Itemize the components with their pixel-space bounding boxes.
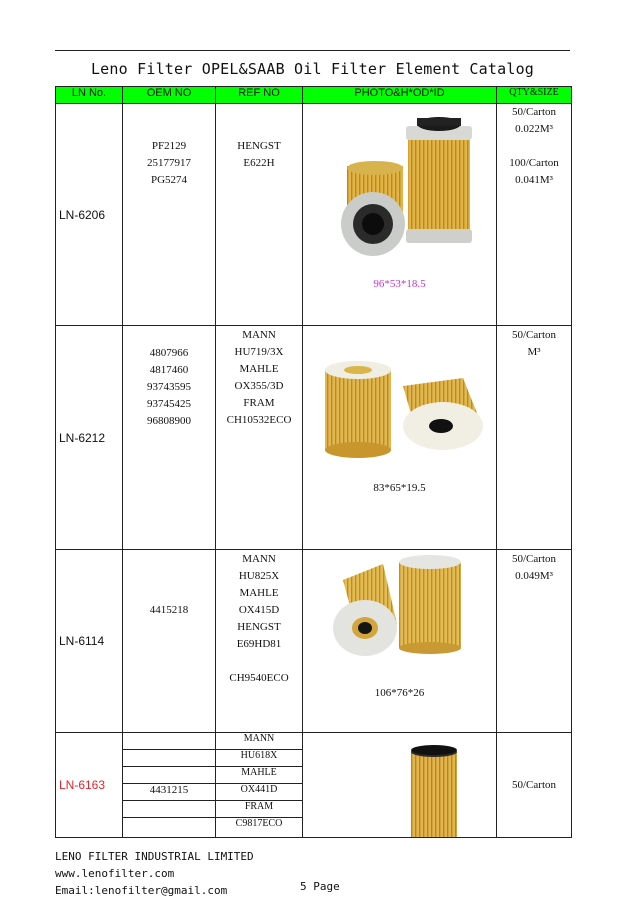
oem-cell — [123, 104, 216, 326]
filter-photo — [303, 554, 497, 664]
ref-brand: MAHLE — [216, 767, 302, 784]
table-row — [56, 550, 572, 733]
table-row — [56, 104, 572, 326]
qty-line: 0.049M³ — [515, 570, 553, 582]
ref-number: HU618X — [216, 750, 302, 767]
oem-number — [123, 733, 215, 750]
ln-code: LN-6163 — [56, 733, 123, 838]
ref-cell — [216, 733, 303, 838]
oem-number: 93743595 — [147, 381, 191, 393]
catalog-title: Leno Filter OPEL&SAAB Oil Filter Element Catalog — [90, 60, 535, 78]
header-ln: LN No. — [56, 87, 123, 104]
header-oem: OEM NO — [123, 87, 216, 104]
oem-cell — [123, 326, 216, 550]
ref-number — [216, 653, 302, 670]
catalog-table — [55, 86, 572, 838]
oem-subtable — [123, 733, 215, 834]
qty-cell — [497, 104, 572, 326]
email: Email:lenofilter@gmail.com — [55, 884, 228, 897]
oem-number: 4415218 — [149, 604, 189, 616]
oem-number: 93745425 — [147, 398, 191, 410]
ref-brand: FRAM — [216, 801, 302, 818]
filter-photo — [303, 116, 497, 266]
table-row — [56, 733, 572, 838]
ref-number: E622H — [243, 157, 275, 169]
website: www.lenofilter.com — [55, 867, 175, 880]
header-photo: PHOTO&H*OD*ID — [303, 87, 497, 104]
qty-line: 50/Carton — [512, 329, 556, 341]
qty-line: 50/Carton — [512, 553, 556, 565]
qty-line: 50/Carton — [512, 778, 556, 791]
oem-number: PF2129 — [151, 140, 187, 152]
qty-cell — [497, 733, 572, 838]
ref-brand: HENGST — [237, 621, 281, 633]
ref-number: C9817ECO — [216, 818, 302, 835]
ref-number: OX355/3D — [234, 380, 284, 392]
ref-number: E69HD81 — [236, 638, 282, 650]
qty-cell — [497, 550, 572, 733]
dimensions: 83*65*19.5 — [373, 482, 426, 494]
ref-number: OX415D — [238, 604, 280, 616]
company-name: LENO FILTER INDUSTRIAL LIMITED — [55, 850, 254, 863]
ref-number: OX441D — [216, 784, 302, 801]
footer — [55, 848, 254, 899]
qty-line: 0.022M³ — [515, 123, 553, 135]
oem-number — [123, 818, 215, 835]
qty-line: 50/Carton — [512, 106, 556, 118]
oem-number: 4817460 — [149, 364, 189, 376]
photo-cell — [303, 326, 497, 550]
ref-cell — [216, 104, 303, 326]
ref-cell — [216, 326, 303, 550]
ref-number: HU825X — [238, 570, 280, 582]
oem-number: 4807966 — [149, 347, 189, 359]
oem-number: 4431215 — [123, 784, 215, 801]
photo-cell — [303, 550, 497, 733]
qty-line: 100/Carton — [509, 157, 559, 169]
ref-number: CH10532ECO — [226, 414, 292, 426]
qty-cell — [497, 326, 572, 550]
oem-number — [123, 801, 215, 818]
table-row — [56, 326, 572, 550]
ref-cell — [216, 550, 303, 733]
ref-number: CH9540ECO — [229, 672, 289, 684]
qty-line — [497, 138, 571, 155]
ref-brand: MANN — [242, 329, 276, 341]
filter-photo — [303, 356, 497, 466]
oem-number: PG5274 — [150, 174, 188, 186]
ref-brand: MAHLE — [239, 587, 279, 599]
ref-brand: MANN — [242, 553, 276, 565]
photo-cell — [303, 104, 497, 326]
oem-number — [123, 767, 215, 784]
ref-subtable — [216, 733, 302, 834]
ref-brand: MANN — [216, 733, 302, 750]
ln-code: LN-6206 — [56, 104, 123, 326]
oem-cell — [123, 550, 216, 733]
filter-photo — [303, 733, 497, 837]
ref-number: HU719/3X — [234, 346, 284, 358]
top-rule — [55, 50, 570, 51]
oem-cell — [123, 733, 216, 838]
dimensions: 106*76*26 — [374, 687, 425, 699]
ref-brand: MAHLE — [239, 363, 279, 375]
page-number: 5 Page — [300, 880, 340, 893]
header-ref: REF NO — [216, 87, 303, 104]
oem-number — [123, 750, 215, 767]
dimensions: 96*53*18.5 — [373, 278, 426, 290]
header-row — [56, 87, 572, 104]
header-qty: QTY&SIZE — [497, 87, 572, 104]
ln-code: LN-6114 — [56, 550, 123, 733]
oem-number: 25177917 — [147, 157, 191, 169]
photo-cell — [303, 733, 497, 838]
qty-line: 0.041M³ — [515, 174, 553, 186]
oem-number: 96808900 — [147, 415, 191, 427]
ref-brand: HENGST — [237, 140, 281, 152]
ln-code: LN-6212 — [56, 326, 123, 550]
qty-line: M³ — [527, 346, 541, 358]
ref-brand: FRAM — [243, 397, 275, 409]
